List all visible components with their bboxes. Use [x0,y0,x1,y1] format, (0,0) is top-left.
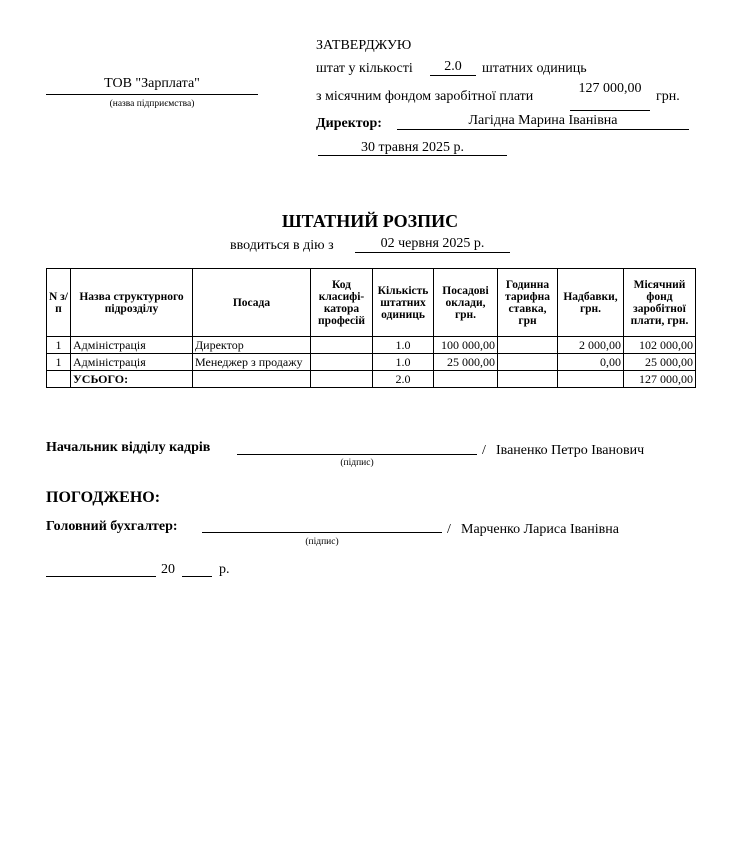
date-day-month-line [46,576,156,577]
cell-position: Директор [193,337,311,354]
accountant-signature-caption: (підпис) [305,537,339,547]
document-title: ШТАТНИЙ РОЗПИС [281,211,459,231]
accountant-slash: / [447,522,451,537]
total-fund: 127 000,00 [624,371,696,388]
header-allowances: Надбавки, грн. [558,269,624,337]
hr-slash: / [482,443,486,458]
organization-underline [46,94,258,95]
date-year-prefix: 20 [161,562,175,577]
total-units: 2.0 [373,371,434,388]
approval-date: 30 травня 2025 р. [360,140,465,155]
director-label: Директор: [316,116,382,131]
total-empty-code [311,371,373,388]
table-row [47,354,696,371]
header-hourly-rate: Годинна тарифна ставка, грн [498,269,558,337]
cell-staff-units: 1.0 [373,337,434,354]
effective-prefix: вводиться в дію з [230,238,334,253]
header-monthly-fund: Місячний фонд заробітної плати, грн. [624,269,696,337]
cell-position: Менеджер з продажу [193,354,311,371]
staff-count-underline [430,75,476,76]
cell-salary: 100 000,00 [434,337,498,354]
staff-count: 2.0 [444,59,462,74]
cell-staff-units: 1.0 [373,354,434,371]
effective-date-underline [355,252,510,253]
hr-signature-caption: (підпис) [340,458,374,468]
header-department: Назва структурного підрозділу [71,269,193,337]
accountant-name: Марченко Лариса Іванівна [461,522,619,537]
accountant-label: Головний бухгалтер: [46,519,178,534]
header-staff-units: Кількість штатних одиниць [373,269,434,337]
fund-amount: 127 000,00 [578,81,642,96]
total-empty-rate [498,371,558,388]
hr-signature-line [237,454,477,455]
date-suffix: р. [219,562,230,577]
table-total-row [47,371,696,388]
header-salary: Посадові оклади, грн. [434,269,498,337]
approval-date-underline [318,155,507,156]
accountant-signature-line [202,532,442,533]
total-empty-position [193,371,311,388]
director-underline [397,129,689,130]
agreed-title: ПОГОДЖЕНО: [46,489,161,506]
total-empty-allowances [558,371,624,388]
staff-suffix: штатних одиниць [482,61,587,76]
cell-monthly-fund: 102 000,00 [624,337,696,354]
cell-allowances: 2 000,00 [558,337,624,354]
staff-table [46,268,696,388]
fund-amount-underline [570,110,650,111]
header-classifier-code: Код класифі-катора професій [311,269,373,337]
cell-department: Адміністрація [71,337,193,354]
hr-name: Іваненко Петро Іванович [496,443,645,458]
cell-hourly-rate [498,354,558,371]
cell-number: 1 [47,354,71,371]
cell-allowances: 0,00 [558,354,624,371]
header-number: N з/п [47,269,71,337]
hr-label: Начальник відділу кадрів [46,440,211,455]
organization-caption: (назва підприємства) [109,99,195,109]
total-empty-salary [434,371,498,388]
table-header-row [47,269,696,337]
date-year-line [182,576,212,577]
cell-department: Адміністрація [71,354,193,371]
header-position: Посада [193,269,311,337]
fund-suffix: грн. [656,89,680,104]
total-label: УСЬОГО: [71,371,193,388]
cell-salary: 25 000,00 [434,354,498,371]
cell-hourly-rate [498,337,558,354]
fund-prefix: з місячним фондом заробітної плати [316,89,534,104]
organization-name: ТОВ "Зарплата" [104,76,200,91]
approval-title: ЗАТВЕРДЖУЮ [316,38,412,53]
cell-monthly-fund: 25 000,00 [624,354,696,371]
cell-classifier-code [311,337,373,354]
total-empty-number [47,371,71,388]
cell-classifier-code [311,354,373,371]
cell-number: 1 [47,337,71,354]
staff-prefix: штат у кількості [316,61,413,76]
effective-date: 02 червня 2025 р. [380,236,485,251]
director-name: Лагідна Марина Іванівна [468,113,618,128]
table-row [47,337,696,354]
